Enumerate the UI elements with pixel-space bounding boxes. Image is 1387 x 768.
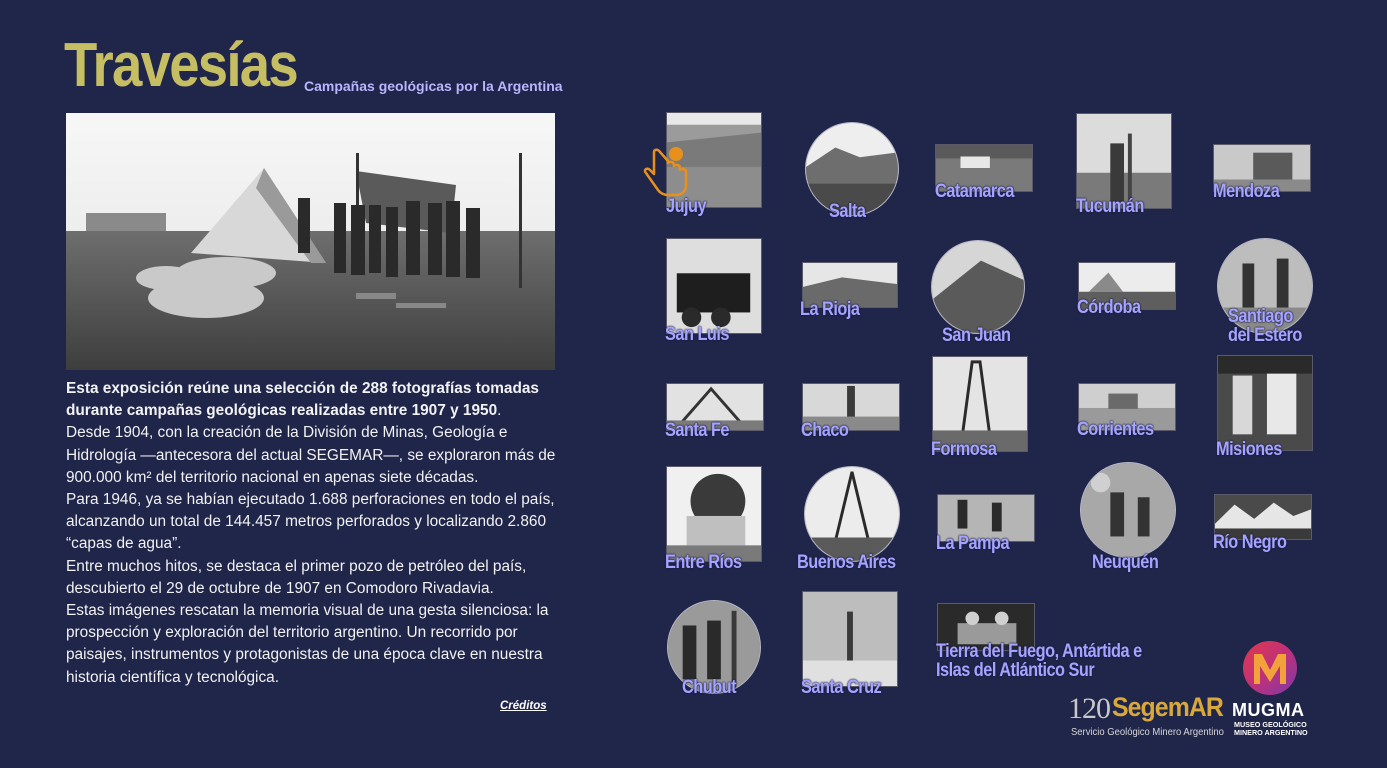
santiago-label-1: Santiago [1228, 306, 1293, 327]
neuquen-photo [1080, 462, 1176, 558]
san-juan-label: San Juan [942, 325, 1011, 346]
intro-paragraph-3: Entre muchos hitos, se destaca el primer pozo de petróleo del país, descubierto el 29 de octubre de 1907 en Comodoro Rivadavia. [66, 557, 527, 597]
segemar-subtitle: Servicio Geológico Minero Argentino [1071, 726, 1224, 738]
santa-cruz-photo [802, 591, 898, 687]
la-rioja-label: La Rioja [800, 299, 860, 320]
intro-bold: Esta exposición reúne una selección de 288 fotografías tomadas durante campañas geológicas realizadas entre 1907 y 1950. [66, 380, 539, 420]
intro-paragraph-1: Desde 1904, con la creación de la División de Minas, Geología e Hidrología —antecesora del actual SEGEMAR—, se exploraron más de 900.000 km² del territorio nacional en apenas siete décadas. [66, 424, 556, 486]
neuquen-label: Neuquén [1092, 552, 1159, 573]
province-santa-cruz[interactable] [801, 591, 901, 699]
province-misiones[interactable] [1216, 355, 1316, 463]
intro-paragraph-2: Para 1946, ya se habían ejecutado 1.688 perforaciones en todo el país, alcanzando un total de 144.457 metros perforados y localizando 2.860 “capas de agua”. [66, 491, 555, 553]
province-formosa[interactable] [931, 356, 1031, 462]
mugma-logo [1228, 640, 1314, 740]
santiago-label-2: del Estero [1228, 325, 1302, 346]
tucuman-photo [1076, 113, 1172, 209]
formosa-photo [932, 356, 1028, 452]
corrientes-label: Corrientes [1077, 419, 1154, 440]
san-luis-label: San Luis [665, 324, 729, 345]
segemar-name: SegemAR [1112, 692, 1223, 722]
province-la-pampa[interactable] [936, 494, 1036, 556]
misiones-photo [1217, 355, 1313, 451]
page-title: Travesías [64, 31, 297, 100]
buenos-aires-label: Buenos Aires [797, 552, 896, 573]
province-salta[interactable] [805, 122, 901, 222]
province-san-luis[interactable] [665, 238, 765, 348]
province-santiago-del-estero[interactable] [1217, 238, 1317, 348]
pointer-hand-icon [640, 144, 690, 198]
formosa-label: Formosa [931, 439, 997, 460]
province-catamarca[interactable] [935, 144, 1035, 204]
province-chubut[interactable] [666, 600, 766, 700]
province-entre-rios[interactable] [665, 466, 765, 574]
province-neuquen[interactable] [1080, 462, 1180, 574]
salta-label: Salta [829, 201, 866, 222]
santa-cruz-label: Santa Cruz [801, 677, 882, 698]
rio-negro-label: Río Negro [1213, 532, 1287, 553]
intro-text [66, 378, 556, 689]
tierra-del-fuego-label-1: Tierra del Fuego, Antártida e [936, 641, 1142, 662]
province-mendoza[interactable] [1213, 144, 1313, 204]
segemar-number: 120 [1068, 692, 1110, 725]
province-san-juan[interactable] [931, 240, 1031, 348]
mugma-emblem-icon [1242, 640, 1298, 696]
intro-paragraph-4: Estas imágenes rescatan la memoria visual de una gesta silenciosa: la prospección y exploración del territorio argentino. Un recorrido por paisajes, instrumentos y protagonistas de una época clave en nuestra historia científica y tecnológica. [66, 602, 549, 686]
buenos-aires-photo [804, 466, 900, 562]
province-buenos-aires[interactable] [797, 466, 907, 574]
page-subtitle: Campañas geológicas por la Argentina [304, 78, 563, 94]
hero-photo [66, 113, 555, 370]
province-santa-fe[interactable] [665, 383, 765, 443]
province-chaco[interactable] [801, 383, 901, 443]
tierra-del-fuego-label-2: Islas del Atlántico Sur [936, 660, 1095, 681]
cordoba-label: Córdoba [1077, 297, 1141, 318]
province-tierra-del-fuego[interactable] [936, 603, 1176, 685]
chaco-label: Chaco [801, 420, 849, 441]
misiones-label: Misiones [1216, 439, 1282, 460]
catamarca-label: Catamarca [935, 181, 1014, 202]
province-cordoba[interactable] [1077, 262, 1177, 322]
la-pampa-label: La Pampa [936, 533, 1010, 554]
mugma-name: MUGMA [1232, 700, 1305, 720]
tucuman-label: Tucumán [1076, 196, 1144, 217]
chubut-label: Chubut [682, 677, 737, 698]
mendoza-label: Mendoza [1213, 181, 1280, 202]
jujuy-label: Jujuy [666, 196, 707, 217]
entre-rios-label: Entre Ríos [665, 552, 742, 573]
santa-fe-label: Santa Fe [665, 420, 729, 441]
credits-link[interactable]: Créditos [500, 700, 547, 712]
mugma-subtitle: MUSEO GEOLÓGICO MINERO ARGENTINO [1234, 720, 1308, 737]
san-juan-photo [931, 240, 1025, 334]
san-luis-photo [666, 238, 762, 334]
province-corrientes[interactable] [1077, 383, 1177, 443]
province-rio-negro[interactable] [1213, 494, 1313, 556]
province-tucuman[interactable] [1076, 113, 1176, 219]
entre-rios-photo [666, 466, 762, 562]
province-la-rioja[interactable] [800, 262, 900, 322]
segemar-logo [1068, 690, 1224, 740]
